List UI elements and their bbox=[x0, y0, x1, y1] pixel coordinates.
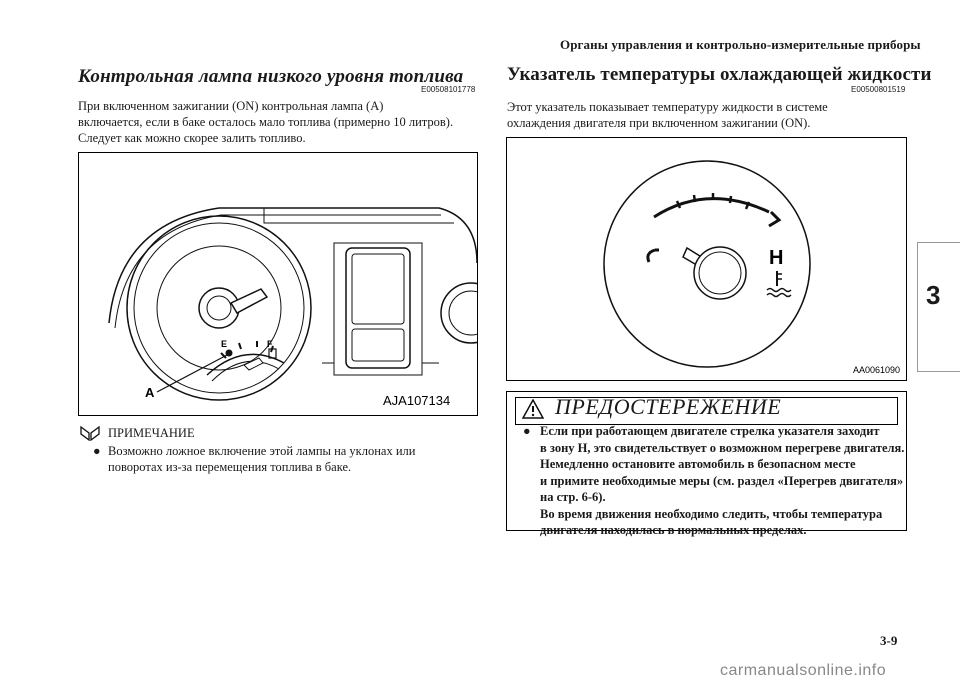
right-para-line: Этот указатель показывает температуру жидкости в системе bbox=[507, 100, 828, 114]
section-tab-number: 3 bbox=[926, 280, 941, 310]
warning-title: ПРЕДОСТЕРЕЖЕНИЕ bbox=[555, 394, 782, 419]
running-head: Органы управления и контрольно-измерительные приборы bbox=[560, 37, 921, 52]
right-code: E00500801519 bbox=[851, 85, 906, 94]
fuel-empty-mark: E bbox=[221, 339, 228, 349]
warning-line: Во время движения необходимо следить, чтобы температура bbox=[540, 506, 883, 521]
right-heading: Указатель температуры охлаждающей жидкости bbox=[507, 64, 932, 85]
warning-line: на стр. 6-6). bbox=[540, 490, 606, 504]
note-bullet: ● bbox=[93, 444, 101, 458]
note-line: Возможно ложное включение этой лампы на уклонах или bbox=[108, 444, 416, 458]
instrument-cluster-illustration bbox=[79, 153, 477, 415]
left-para-line: При включенном зажигании (ON) контрольная лампа (A) bbox=[78, 99, 384, 113]
cold-zone-icon bbox=[648, 250, 655, 262]
note-text bbox=[108, 443, 415, 475]
left-heading: Контрольная лампа низкого уровня топлива bbox=[78, 66, 464, 87]
left-para-line: Следует как можно скорее залить топливо. bbox=[78, 131, 306, 145]
fuel-full-mark: F bbox=[267, 339, 273, 349]
page-number: 3-9 bbox=[880, 633, 898, 648]
warning-line: двигателя находилась в нормальных пределах. bbox=[540, 523, 807, 537]
hot-zone-arrow-icon bbox=[769, 212, 779, 226]
hot-mark: H bbox=[769, 247, 784, 269]
footer-watermark: carmanualsonline.info bbox=[720, 662, 887, 679]
temperature-gauge-illustration bbox=[507, 138, 906, 380]
warning-bullet: ● bbox=[523, 424, 531, 438]
right-paragraph bbox=[507, 99, 828, 131]
left-code: E00508101778 bbox=[421, 85, 476, 94]
warning-triangle-icon bbox=[522, 399, 544, 424]
warning-text bbox=[540, 423, 904, 539]
warning-line: и примите необходимые меры (см. раздел «Перегрев двигателя» bbox=[540, 473, 904, 488]
left-para-line: включается, если в баке осталось мало топлива (примерно 10 литров). bbox=[78, 115, 454, 129]
callout-a: A bbox=[145, 385, 155, 400]
left-paragraph bbox=[78, 98, 453, 146]
fuel-gauge-figure bbox=[78, 152, 478, 416]
warning-line: Если при работающем двигателе стрелка указателя заходит bbox=[540, 424, 880, 438]
temp-gauge-figure bbox=[506, 137, 907, 381]
warning-line: Немедленно остановите автомобиль в безопасном месте bbox=[540, 457, 856, 471]
right-figure-caption: AA0061090 bbox=[853, 365, 901, 375]
right-para-line: охлаждения двигателя при включенном зажигании (ON). bbox=[507, 116, 811, 130]
warning-line: в зону H, это свидетельствует о возможном перегреве двигателя. bbox=[540, 440, 905, 455]
coolant-temperature-icon bbox=[767, 271, 791, 297]
note-line: поворотах из-за перемещения топлива в баке. bbox=[108, 460, 352, 474]
note-title: ПРИМЕЧАНИЕ bbox=[108, 426, 195, 440]
left-figure-caption: AJA107134 bbox=[383, 393, 451, 408]
